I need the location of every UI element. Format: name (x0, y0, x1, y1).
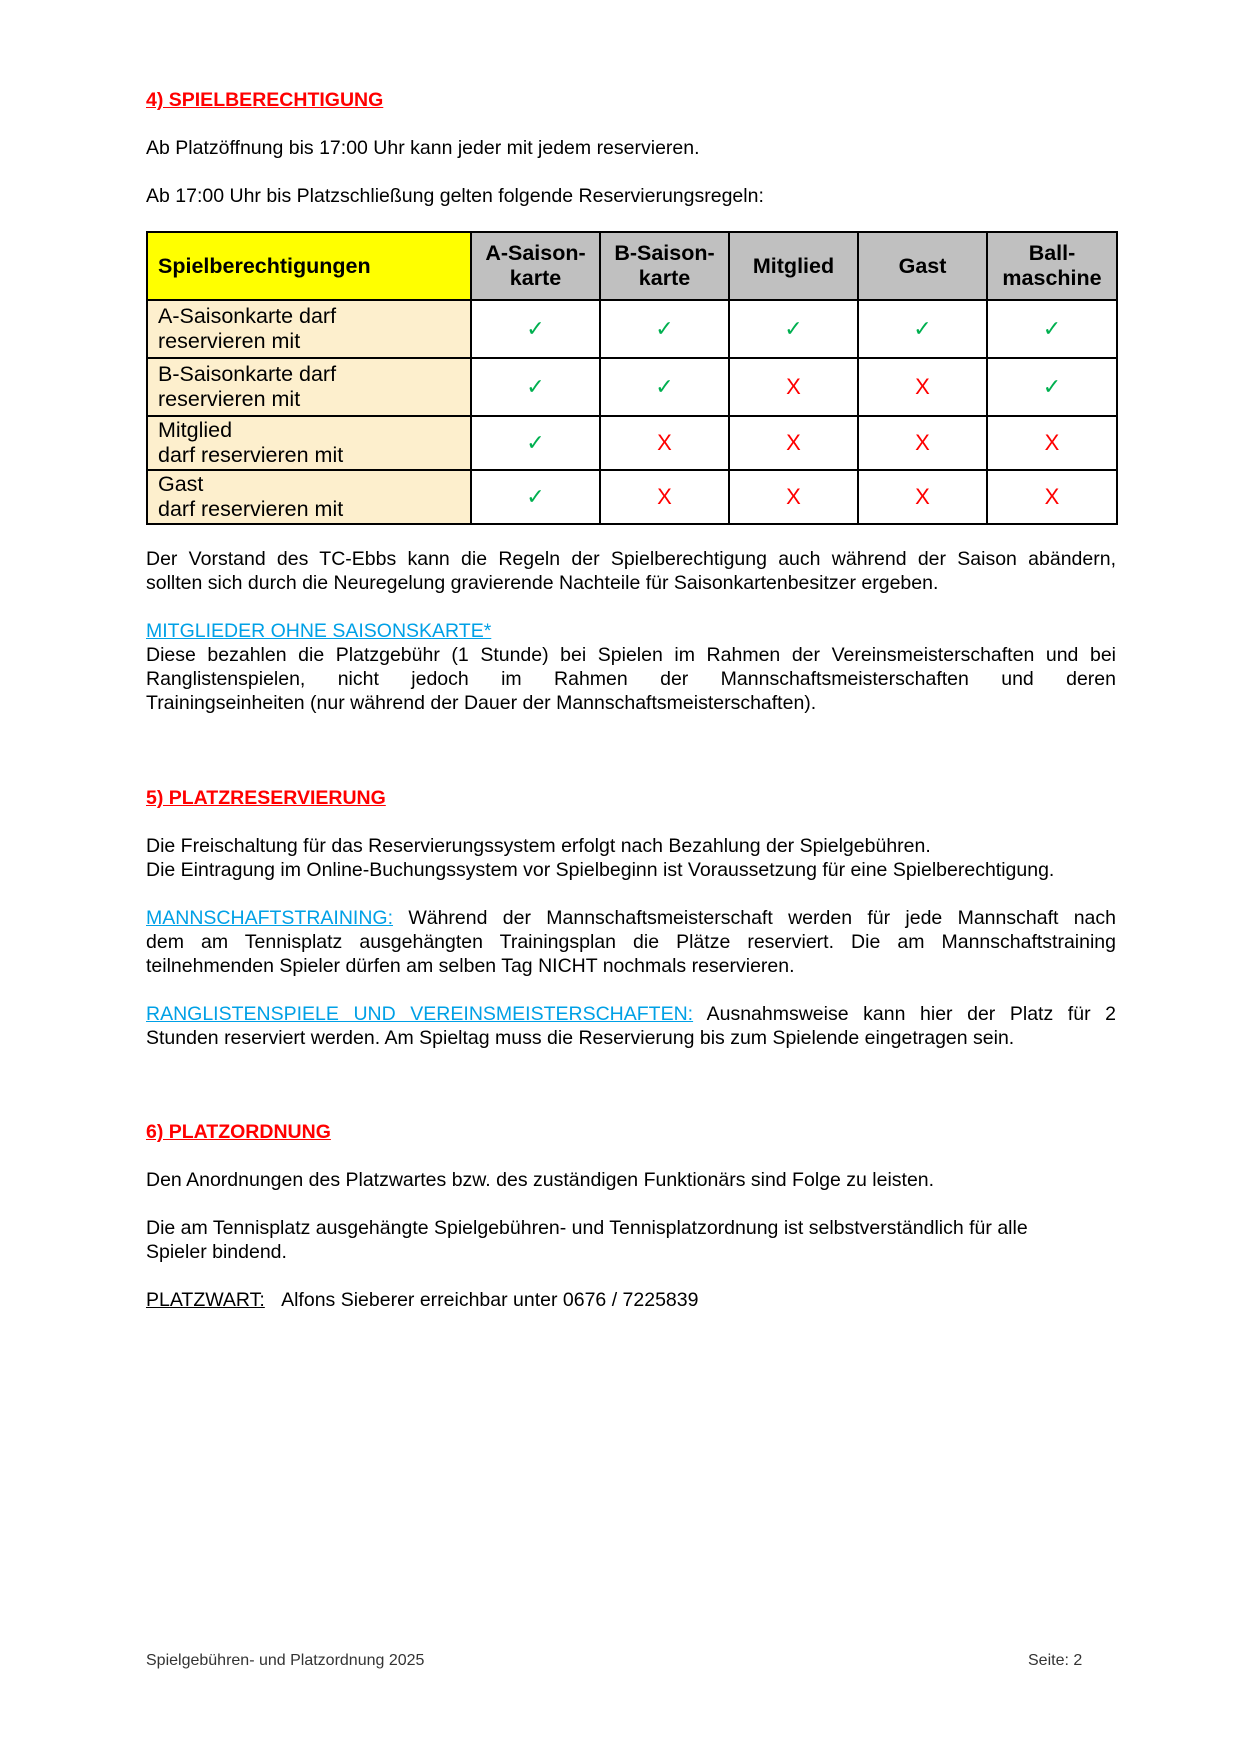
training-title: MANNSCHAFTSTRAINING: (146, 907, 394, 929)
row-label: Mitglied darf reservieren mit (147, 416, 471, 470)
row-label: A-Saisonkarte darf reservieren mit (147, 300, 471, 358)
rangliste-line-1: Ausnahmsweise kann hier der Platz für 2 (693, 1003, 1116, 1025)
cross-mark-icon: X (987, 470, 1117, 524)
section-5-heading: 5) PLATZRESERVIERUNG (146, 787, 386, 809)
check-mark-icon: ✓ (987, 358, 1117, 416)
section-6-heading: 6) PLATZORDNUNG (146, 1121, 331, 1143)
check-mark-icon: ✓ (600, 300, 729, 358)
column-header: Gast (858, 232, 987, 300)
check-mark-icon: ✓ (987, 300, 1117, 358)
section-6-line-2a: Die am Tennisplatz ausgehängte Spielgebühren- und Tennisplatzordnung ist selbstverständlich für alle (146, 1217, 1028, 1239)
section-4-line-2: Ab 17:00 Uhr bis Platzschließung gelten folgende Reservierungsregeln: (146, 185, 764, 207)
section-6-line-2b: Spieler bindend. (146, 1241, 287, 1263)
column-header: Ball- maschine (987, 232, 1117, 300)
mitglieder-line-2: Ranglistenspielen, nicht jedoch im Rahmen der Mannschaftsmeisterschaften und deren (146, 668, 1116, 690)
cross-mark-icon: X (858, 358, 987, 416)
cross-mark-icon: X (600, 416, 729, 470)
training-line-1: Während der Mannschaftsmeisterschaft werden für jede Mannschaft nach (393, 907, 1116, 929)
vorstand-line-2: sollten sich durch die Neuregelung gravierende Nachteile für Saisonkartenbesitzer ergeben. (146, 572, 939, 594)
footer-title: Spielgebühren- und Platzordnung 2025 (146, 1652, 425, 1669)
check-mark-icon: ✓ (471, 416, 600, 470)
platzwart-label: PLATZWART: (146, 1289, 265, 1311)
mitglieder-paragraph (146, 619, 1116, 715)
row-label: B-Saisonkarte darf reservieren mit (147, 358, 471, 416)
column-header: Mitglied (729, 232, 858, 300)
cross-mark-icon: X (600, 470, 729, 524)
table-row (147, 300, 1117, 358)
column-header: A-Saison- karte (471, 232, 600, 300)
mitglieder-title: MITGLIEDER OHNE SAISONSKARTE* (146, 620, 492, 642)
platzwart-text: Alfons Sieberer erreichbar unter 0676 / 7225839 (281, 1289, 699, 1311)
section-6-line-1: Den Anordnungen des Platzwartes bzw. des zuständigen Funktionärs sind Folge zu leisten. (146, 1169, 935, 1191)
training-line-2: dem am Tennisplatz ausgehängten Trainingsplan die Plätze reserviert. Die am Mannschaftstraining (146, 931, 1116, 953)
table-header-row (147, 232, 1117, 300)
rangliste-paragraph (146, 1002, 1116, 1050)
rules-table (146, 231, 1118, 525)
training-line-3: teilnehmenden Spieler dürfen am selben Tag NICHT nochmals reservieren. (146, 955, 795, 977)
cross-mark-icon: X (729, 416, 858, 470)
rangliste-title: RANGLISTENSPIELE UND VEREINSMEISTERSCHAFTEN: (146, 1003, 694, 1025)
vorstand-line-1: Der Vorstand des TC-Ebbs kann die Regeln der Spielberechtigung auch während der Saison abändern, (146, 548, 1116, 570)
check-mark-icon: ✓ (729, 300, 858, 358)
check-mark-icon: ✓ (471, 300, 600, 358)
training-paragraph (146, 906, 1116, 978)
table-row (147, 470, 1117, 524)
platzwart-line (146, 1288, 698, 1312)
cross-mark-icon: X (729, 358, 858, 416)
check-mark-icon: ✓ (600, 358, 729, 416)
rangliste-line-2: Stunden reserviert werden. Am Spieltag muss die Reservierung bis zum Spielende eingetragen sein. (146, 1027, 1015, 1049)
cross-mark-icon: X (858, 470, 987, 524)
mitglieder-line-1: Diese bezahlen die Platzgebühr (1 Stunde) bei Spielen im Rahmen der Vereinsmeisterschaften und bei (146, 644, 1116, 666)
table-row (147, 358, 1117, 416)
row-label: Gast darf reservieren mit (147, 470, 471, 524)
vorstand-paragraph (146, 547, 1116, 595)
table-row (147, 416, 1117, 470)
cross-mark-icon: X (729, 470, 858, 524)
section-4-line-1: Ab Platzöffnung bis 17:00 Uhr kann jeder mit jedem reservieren. (146, 137, 700, 159)
section-4-heading: 4) SPIELBERECHTIGUNG (146, 89, 384, 111)
footer-page-number: Seite: 2 (1028, 1652, 1083, 1669)
table-corner-header: Spielberechtigungen (147, 232, 471, 300)
check-mark-icon: ✓ (858, 300, 987, 358)
cross-mark-icon: X (858, 416, 987, 470)
section-5-line-2: Die Eintragung im Online-Buchungssystem vor Spielbeginn ist Voraussetzung für eine Spielberechtigung. (146, 859, 1055, 881)
cross-mark-icon: X (987, 416, 1117, 470)
section-5-line-1: Die Freischaltung für das Reservierungssystem erfolgt nach Bezahlung der Spielgebühren. (146, 835, 931, 857)
mitglieder-line-3: Trainingseinheiten (nur während der Dauer der Mannschaftsmeisterschaften). (146, 692, 817, 714)
check-mark-icon: ✓ (471, 358, 600, 416)
column-header: B-Saison- karte (600, 232, 729, 300)
check-mark-icon: ✓ (471, 470, 600, 524)
